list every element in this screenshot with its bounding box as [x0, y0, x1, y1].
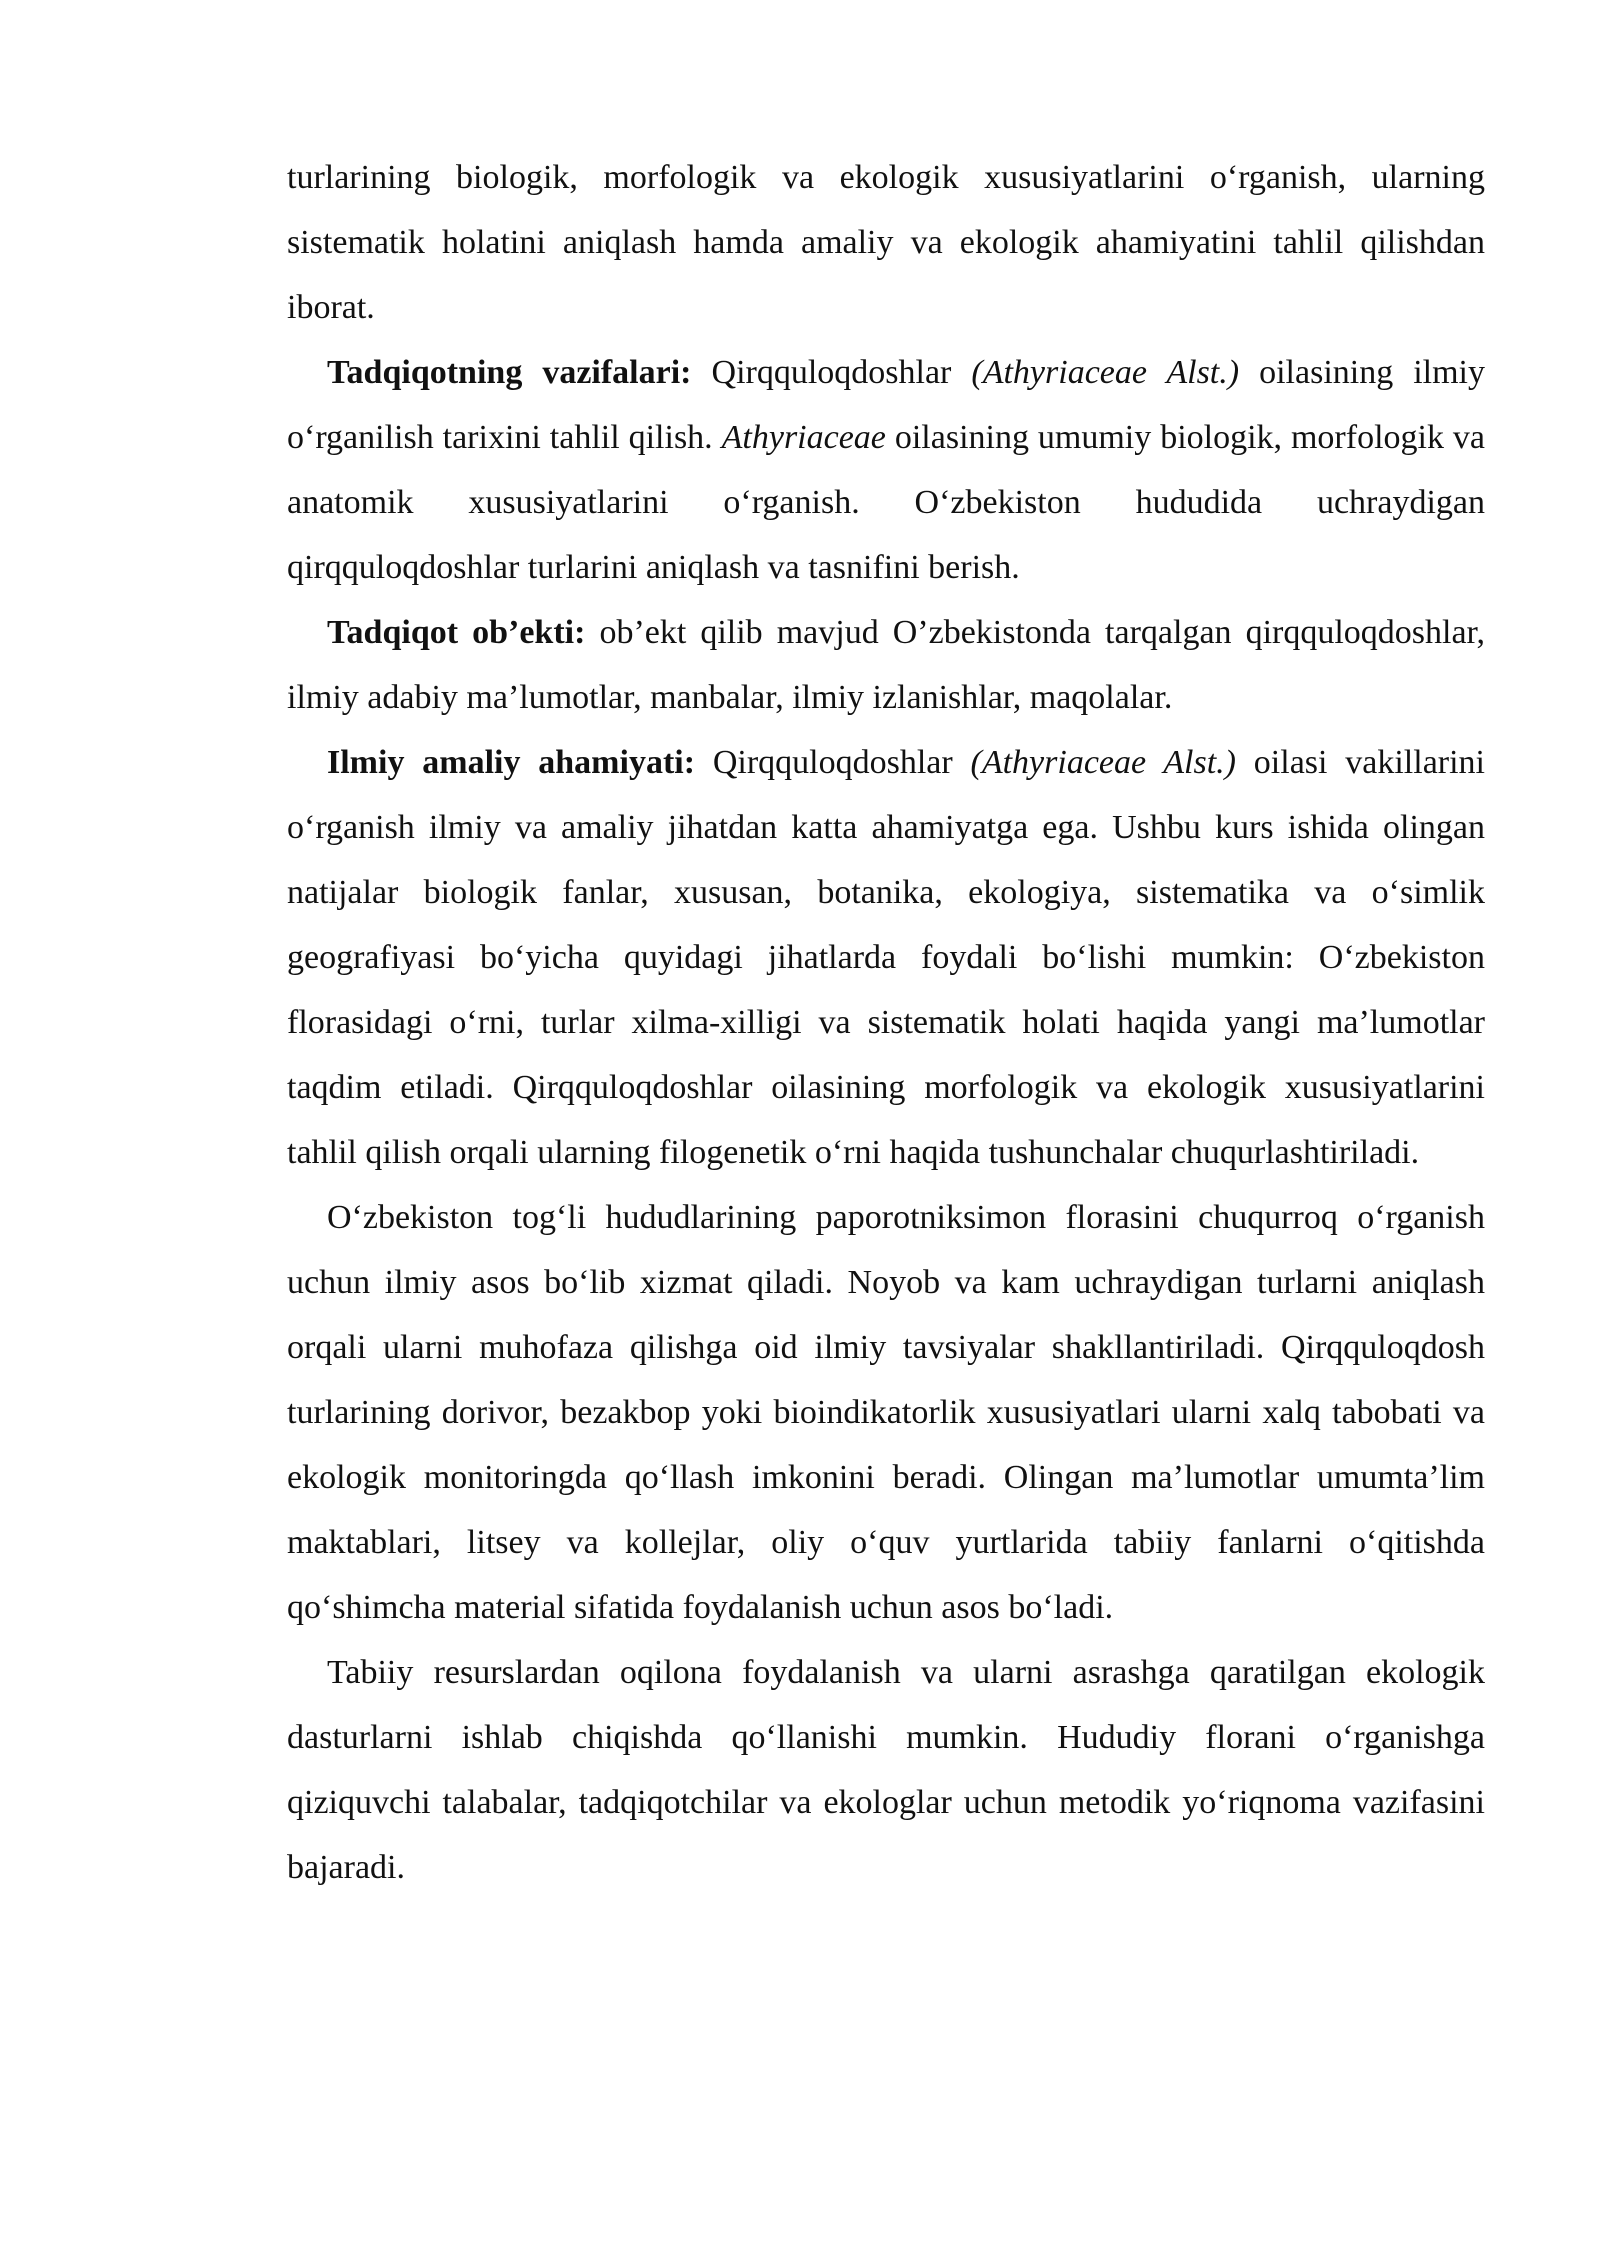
taxon-name: Athyriaceae — [721, 419, 886, 456]
paragraph-text: Qirqquloqdoshlar — [691, 354, 972, 391]
paragraph-ecological-programs — [287, 1640, 1485, 1900]
paragraph-text: oilasi vakillarini o‘rganish ilmiy va amaliy jihatdan katta ahamiyatga ega. Ushbu kurs ishida olingan natijalar biologik fanlar, xususan, botanika, ekologiya, sistematika va o‘simlik geografiyasi bo‘yicha quyidagi jihatlarda foydali bo‘lishi mumkin: O‘zbekiston florasidagi o‘rni, turlar xilma-xilligi va sistematik holati haqida yangi ma’lumotlar taqdim etiladi. Qirqquloqdoshlar oilasining morfologik va ekologik xususiyatlarini tahlil qilish orqali ularning filogenetik o‘rni haqida tushunchalar chuqurlashtiriladi. — [287, 744, 1485, 1171]
research-tasks-label: Tadqiqotning vazifalari: — [327, 354, 692, 391]
document-page — [287, 145, 1485, 1900]
taxon-name: (Athyriaceae Alst.) — [970, 744, 1236, 781]
paragraph-text: ob’ekt qilib mavjud O’zbekistonda tarqalgan qirqquloqdoshlar, ilmiy adabiy ma’lumotlar, manbalar, ilmiy izlanishlar, maqolalar. — [287, 614, 1486, 716]
paragraph-text: oilasining umumiy biologik, morfologik va anatomik xususiyatlarini o‘rganish. O‘zbekiston hududida uchraydigan qirqquloqdoshlar turlarini aniqlash va tasnifini berish. — [287, 419, 1486, 586]
paragraph-text: Tabiiy resurslardan oqilona foydalanish va ularni asrashga qaratilgan ekologik dasturlarni ishlab chiqishda qo‘llanishi mumkin. Hududiy florani o‘rganishga qiziquvchi talabalar, tadqiqotchilar va ekologlar uchun metodik yo‘riqnoma vazifasini bajaradi. — [287, 1654, 1485, 1886]
paragraph-research-tasks — [287, 340, 1485, 600]
paragraph-scientific-basis — [287, 1185, 1485, 1640]
paragraph-text: Qirqquloqdoshlar — [695, 744, 971, 781]
paragraph-text: oilasining ilmiy o‘rganilish tarixini tahlil qilish. — [287, 354, 1486, 456]
research-object-label: Tadqiqot ob’ekti: — [327, 614, 586, 651]
paragraph-text: turlarining biologik, morfologik va ekologik xususiyatlarini o‘rganish, ularning sistematik holatini aniqlash hamda amaliy va ekologik ahamiyatini tahlil qilishdan iborat. — [287, 159, 1485, 326]
paragraph-text: O‘zbekiston tog‘li hududlarining paporotniksimon florasini chuqurroq o‘rganish uchun ilmiy asos bo‘lib xizmat qiladi. Noyob va kam uchraydigan turlarni aniqlash orqali ularni muhofaza qilishga oid ilmiy tavsiyalar shakllantiriladi. Qirqquloqdosh turlarining dorivor, bezakbop yoki bioindikatorlik xususiyatlari ularni xalq tabobati va ekologik monitoringda qo‘llash imkonini beradi. Olingan ma’lumotlar umumta’lim maktablari, litsey va kollejlar, oliy o‘quv yurtlarida tabiiy fanlarni o‘qitishda qo‘shimcha material sifatida foydalanish uchun asos bo‘ladi. — [287, 1199, 1485, 1626]
paragraph-intro-continuation — [287, 145, 1485, 340]
paragraph-practical-significance — [287, 730, 1485, 1185]
paragraph-research-object — [287, 600, 1485, 730]
taxon-name: (Athyriaceae Alst.) — [971, 354, 1240, 391]
practical-significance-label: Ilmiy amaliy ahamiyati: — [327, 744, 696, 781]
